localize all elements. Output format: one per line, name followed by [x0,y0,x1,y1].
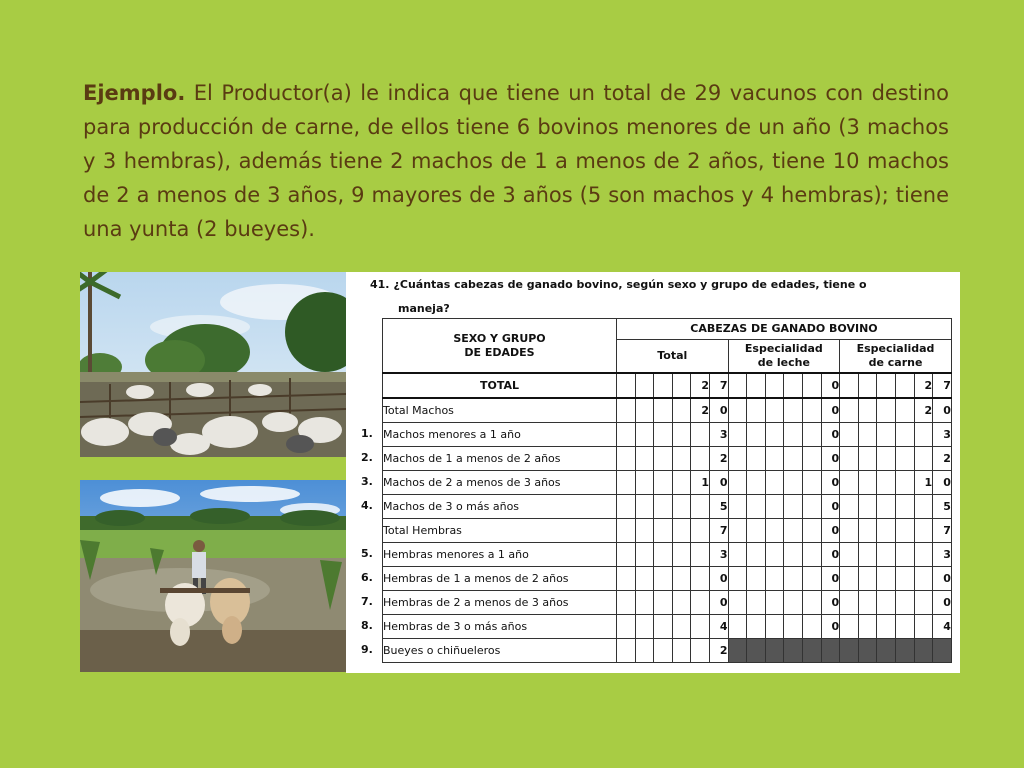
digit-cell-leche[interactable] [765,373,784,398]
table-row [383,591,952,615]
digit-cell-total[interactable] [617,423,636,447]
row-label: Hembras de 1 a menos de 2 años [383,567,617,591]
digit-cell-total[interactable] [617,615,636,639]
digit-cell-carne[interactable]: 2 [914,373,933,398]
digit-cell-carne[interactable]: 5 [933,495,952,519]
digit-cell-leche[interactable] [802,567,821,591]
digit-cell-leche[interactable] [802,591,821,615]
digit-cell-leche[interactable] [728,519,747,543]
digit-cell-total[interactable] [672,567,691,591]
digit-cell-carne[interactable]: 0 [933,567,952,591]
digit-cell-carne[interactable] [877,543,896,567]
digit-cell-leche[interactable] [802,495,821,519]
digit-cell-leche[interactable] [728,543,747,567]
digit-cell-leche[interactable] [765,543,784,567]
digit-cell-leche[interactable] [802,423,821,447]
digit-cell-total[interactable] [654,373,673,398]
digit-cell-carne[interactable] [877,398,896,423]
digit-cell-total[interactable] [654,519,673,543]
table-row [383,471,952,495]
livestock-table [382,318,952,663]
row-number: 5. [361,546,373,560]
digit-cell-carne[interactable] [877,591,896,615]
digit-cell-leche [802,639,821,663]
digit-cell-total[interactable] [617,373,636,398]
table-row [383,639,952,663]
digit-cell-leche[interactable] [747,373,766,398]
row-number: 8. [361,618,373,632]
digit-cell-total[interactable]: 2 [709,639,728,663]
digit-cell-total[interactable]: 0 [709,567,728,591]
digit-cell-leche[interactable] [802,519,821,543]
digit-cell-total[interactable] [691,423,710,447]
digit-cell-total[interactable] [672,398,691,423]
digit-cell-total[interactable] [672,639,691,663]
row-label: Hembras de 3 o más años [383,615,617,639]
digit-cell-total[interactable] [672,615,691,639]
digit-cell-total[interactable] [635,447,654,471]
digit-cell-carne[interactable] [914,447,933,471]
digit-cell-leche[interactable] [765,615,784,639]
digit-cell-carne[interactable] [840,398,859,423]
digit-cell-carne[interactable] [895,591,914,615]
digit-cell-carne[interactable] [914,495,933,519]
row-number: 9. [361,642,373,656]
row-label: TOTAL [383,373,617,398]
digit-cell-leche[interactable] [765,398,784,423]
digit-cell-total[interactable] [691,567,710,591]
digit-cell-total[interactable]: 5 [709,495,728,519]
example-paragraph [83,76,949,246]
table-row [383,398,952,423]
digit-cell-leche[interactable] [784,423,803,447]
digit-cell-leche[interactable]: 0 [821,543,840,567]
digit-cell-total[interactable] [617,495,636,519]
digit-cell-total[interactable] [654,567,673,591]
digit-cell-carne[interactable] [840,615,859,639]
digit-cell-leche[interactable] [728,495,747,519]
digit-cell-carne [858,639,877,663]
digit-cell-leche[interactable] [728,447,747,471]
header-total: Total [617,340,729,374]
table-row [383,373,952,398]
digit-cell-leche[interactable] [784,543,803,567]
example-lead: Ejemplo. [83,81,186,105]
digit-cell-total[interactable] [617,447,636,471]
digit-cell-leche[interactable] [784,519,803,543]
digit-cell-total[interactable]: 2 [691,398,710,423]
digit-cell-total[interactable] [654,471,673,495]
row-label: Bueyes o chiñueleros [383,639,617,663]
digit-cell-leche[interactable] [765,471,784,495]
digit-cell-total[interactable] [617,543,636,567]
digit-cell-leche[interactable] [784,398,803,423]
digit-cell-total[interactable]: 7 [709,373,728,398]
digit-cell-leche[interactable] [765,591,784,615]
digit-cell-carne[interactable] [840,519,859,543]
digit-cell-carne[interactable]: 2 [914,398,933,423]
digit-cell-carne[interactable]: 7 [933,519,952,543]
digit-cell-leche[interactable]: 0 [821,373,840,398]
digit-cell-total[interactable] [635,398,654,423]
digit-cell-leche[interactable] [784,447,803,471]
digit-cell-leche[interactable]: 0 [821,447,840,471]
digit-cell-leche[interactable]: 0 [821,591,840,615]
digit-cell-total[interactable] [654,447,673,471]
digit-cell-leche[interactable]: 0 [821,615,840,639]
digit-cell-carne[interactable] [877,471,896,495]
digit-cell-carne[interactable]: 0 [933,471,952,495]
digit-cell-carne[interactable] [858,471,877,495]
row-number: 3. [361,474,373,488]
digit-cell-carne[interactable] [840,423,859,447]
digit-cell-carne[interactable] [895,398,914,423]
digit-cell-total[interactable] [691,447,710,471]
digit-cell-leche[interactable]: 0 [821,567,840,591]
digit-cell-total[interactable] [654,591,673,615]
digit-cell-leche[interactable] [747,615,766,639]
digit-cell-leche[interactable] [802,373,821,398]
digit-cell-leche[interactable] [728,398,747,423]
table-row [383,519,952,543]
digit-cell-carne[interactable]: 7 [933,373,952,398]
digit-cell-carne[interactable] [858,495,877,519]
digit-cell-leche[interactable]: 0 [821,398,840,423]
digit-cell-carne[interactable]: 0 [933,398,952,423]
question-line-1: 41. ¿Cuántas cabezas de ganado bovino, según sexo y grupo de edades, tiene o [370,278,867,291]
digit-cell-leche[interactable]: 0 [821,423,840,447]
digit-cell-total[interactable]: 4 [709,615,728,639]
digit-cell-carne[interactable] [895,543,914,567]
table-row [383,423,952,447]
digit-cell-carne[interactable] [858,423,877,447]
digit-cell-carne[interactable] [840,447,859,471]
digit-cell-leche[interactable] [747,398,766,423]
digit-cell-total[interactable]: 0 [709,591,728,615]
digit-cell-leche[interactable]: 0 [821,495,840,519]
digit-cell-carne[interactable] [895,567,914,591]
digit-cell-carne[interactable] [840,591,859,615]
digit-cell-carne[interactable]: 4 [933,615,952,639]
digit-cell-carne[interactable] [877,447,896,471]
digit-cell-carne[interactable]: 3 [933,543,952,567]
header-carne: Especialidad de carne [840,340,952,374]
digit-cell-leche[interactable] [784,567,803,591]
digit-cell-total[interactable] [635,495,654,519]
digit-cell-total[interactable] [654,615,673,639]
digit-cell-total[interactable] [691,519,710,543]
header-leche: Especialidad de leche [728,340,840,374]
table-row [383,615,952,639]
row-number: 1. [361,426,373,440]
digit-cell-total[interactable] [672,543,691,567]
digit-cell-carne[interactable] [858,591,877,615]
digit-cell-total[interactable] [635,567,654,591]
digit-cell-carne[interactable] [858,398,877,423]
row-label: Machos menores a 1 año [383,423,617,447]
digit-cell-total[interactable] [672,447,691,471]
digit-cell-total[interactable]: 0 [709,471,728,495]
digit-cell-total[interactable] [654,398,673,423]
digit-cell-carne[interactable] [895,447,914,471]
table-row [383,447,952,471]
digit-cell-total[interactable] [672,373,691,398]
digit-cell-total[interactable] [672,495,691,519]
digit-cell-leche[interactable] [784,373,803,398]
digit-cell-leche[interactable] [747,447,766,471]
digit-cell-total[interactable] [654,639,673,663]
digit-cell-carne[interactable] [877,373,896,398]
digit-cell-carne[interactable]: 2 [933,447,952,471]
digit-cell-total[interactable] [672,591,691,615]
digit-cell-leche[interactable] [802,447,821,471]
row-number: 4. [361,498,373,512]
digit-cell-total[interactable] [654,495,673,519]
digit-cell-carne[interactable] [858,615,877,639]
digit-cell-leche[interactable] [765,423,784,447]
census-form-image [346,272,960,673]
digit-cell-carne[interactable] [895,519,914,543]
digit-cell-total[interactable] [617,471,636,495]
row-label: Hembras de 2 a menos de 3 años [383,591,617,615]
digit-cell-leche[interactable] [728,567,747,591]
row-label: Machos de 3 o más años [383,495,617,519]
digit-cell-total[interactable] [635,423,654,447]
digit-cell-leche[interactable] [728,471,747,495]
digit-cell-carne[interactable] [895,373,914,398]
digit-cell-total[interactable] [672,423,691,447]
digit-cell-carne[interactable] [877,567,896,591]
digit-cell-leche[interactable] [747,471,766,495]
digit-cell-carne[interactable] [877,519,896,543]
digit-cell-carne[interactable] [914,519,933,543]
digit-cell-total[interactable] [635,543,654,567]
row-number: 2. [361,450,373,464]
digit-cell-total[interactable] [617,567,636,591]
digit-cell-total[interactable] [672,519,691,543]
digit-cell-carne [840,639,859,663]
digit-cell-total[interactable] [617,639,636,663]
digit-cell-leche[interactable] [728,423,747,447]
digit-cell-leche[interactable] [784,615,803,639]
digit-cell-total[interactable] [635,373,654,398]
digit-cell-carne[interactable] [914,423,933,447]
digit-cell-total[interactable] [691,639,710,663]
row-label: Machos de 1 a menos de 2 años [383,447,617,471]
digit-cell-total[interactable] [635,591,654,615]
header-sexo-grupo: SEXO Y GRUPO DE EDADES [383,319,617,374]
digit-cell-leche [821,639,840,663]
digit-cell-carne[interactable] [858,567,877,591]
digit-cell-leche[interactable] [784,471,803,495]
digit-cell-leche[interactable] [802,543,821,567]
digit-cell-leche[interactable] [802,398,821,423]
digit-cell-leche[interactable] [784,495,803,519]
digit-cell-carne [933,639,952,663]
digit-cell-carne[interactable]: 0 [933,591,952,615]
digit-cell-total[interactable] [691,495,710,519]
digit-cell-carne[interactable]: 3 [933,423,952,447]
digit-cell-total[interactable] [635,519,654,543]
question-line-2: maneja? [398,302,450,315]
digit-cell-carne[interactable] [858,373,877,398]
digit-cell-total[interactable]: 2 [709,447,728,471]
digit-cell-carne[interactable] [895,495,914,519]
digit-cell-leche[interactable] [802,615,821,639]
digit-cell-total[interactable] [691,543,710,567]
digit-cell-carne[interactable] [914,591,933,615]
table-row [383,495,952,519]
digit-cell-leche [784,639,803,663]
digit-cell-leche [765,639,784,663]
digit-cell-leche[interactable] [784,591,803,615]
row-number: 6. [361,570,373,584]
row-label: Machos de 2 a menos de 3 años [383,471,617,495]
digit-cell-total[interactable]: 1 [691,471,710,495]
digit-cell-carne[interactable] [840,471,859,495]
cattle-corral-photo [80,272,346,457]
digit-cell-total[interactable]: 0 [709,398,728,423]
digit-cell-carne[interactable] [877,423,896,447]
digit-cell-carne[interactable] [895,615,914,639]
digit-cell-leche[interactable] [747,543,766,567]
digit-cell-total[interactable]: 3 [709,543,728,567]
digit-cell-leche [747,639,766,663]
digit-cell-carne[interactable] [858,543,877,567]
digit-cell-leche [728,639,747,663]
table-row [383,567,952,591]
digit-cell-leche[interactable] [747,591,766,615]
example-text: El Productor(a) le indica que tiene un total de 29 vacunos con destino para producción de carne, de ellos tiene 6 bovinos menores de un año (3 machos y 3 hembras), además tiene 2 machos de 1 a menos de 2 años, tiene 10 machos de 2 a menos de 3 años, 9 mayores de 3 años (5 son machos y 4 hembras); tiene una yunta (2 bueyes). [83,81,949,241]
digit-cell-total[interactable] [672,471,691,495]
digit-cell-carne[interactable] [840,543,859,567]
row-label: Total Hembras [383,519,617,543]
row-number: 7. [361,594,373,608]
digit-cell-carne[interactable] [858,519,877,543]
digit-cell-leche[interactable] [728,615,747,639]
digit-cell-leche[interactable] [765,447,784,471]
digit-cell-total[interactable] [617,591,636,615]
digit-cell-leche[interactable] [802,471,821,495]
digit-cell-leche[interactable] [747,423,766,447]
digit-cell-total[interactable]: 2 [691,373,710,398]
digit-cell-carne[interactable] [895,423,914,447]
digit-cell-carne[interactable] [914,567,933,591]
digit-cell-carne [914,639,933,663]
digit-cell-total[interactable] [635,639,654,663]
digit-cell-total[interactable] [691,591,710,615]
digit-cell-carne[interactable]: 1 [914,471,933,495]
digit-cell-total[interactable] [654,543,673,567]
digit-cell-total[interactable] [635,615,654,639]
digit-cell-carne[interactable] [840,567,859,591]
digit-cell-leche[interactable] [728,373,747,398]
digit-cell-carne[interactable] [840,495,859,519]
digit-cell-total[interactable] [635,471,654,495]
digit-cell-carne[interactable] [840,373,859,398]
digit-cell-total[interactable]: 3 [709,423,728,447]
digit-cell-total[interactable] [654,423,673,447]
digit-cell-leche[interactable] [765,567,784,591]
digit-cell-total[interactable] [617,519,636,543]
digit-cell-leche[interactable] [765,495,784,519]
digit-cell-carne[interactable] [914,615,933,639]
row-label: Hembras menores a 1 año [383,543,617,567]
digit-cell-leche[interactable]: 0 [821,471,840,495]
digit-cell-carne[interactable] [877,615,896,639]
digit-cell-leche[interactable] [747,519,766,543]
digit-cell-carne[interactable] [895,471,914,495]
digit-cell-carne[interactable] [877,495,896,519]
oxen-plowing-photo [80,480,346,672]
row-label: Total Machos [383,398,617,423]
digit-cell-leche[interactable] [747,567,766,591]
digit-cell-carne [895,639,914,663]
digit-cell-leche[interactable] [728,591,747,615]
digit-cell-carne[interactable] [914,543,933,567]
digit-cell-carne[interactable] [858,447,877,471]
table-row [383,543,952,567]
header-cabezas: CABEZAS DE GANADO BOVINO [617,319,952,340]
digit-cell-leche[interactable]: 0 [821,519,840,543]
digit-cell-leche[interactable] [747,495,766,519]
digit-cell-total[interactable] [691,615,710,639]
digit-cell-total[interactable]: 7 [709,519,728,543]
digit-cell-carne [877,639,896,663]
digit-cell-leche[interactable] [765,519,784,543]
digit-cell-total[interactable] [617,398,636,423]
